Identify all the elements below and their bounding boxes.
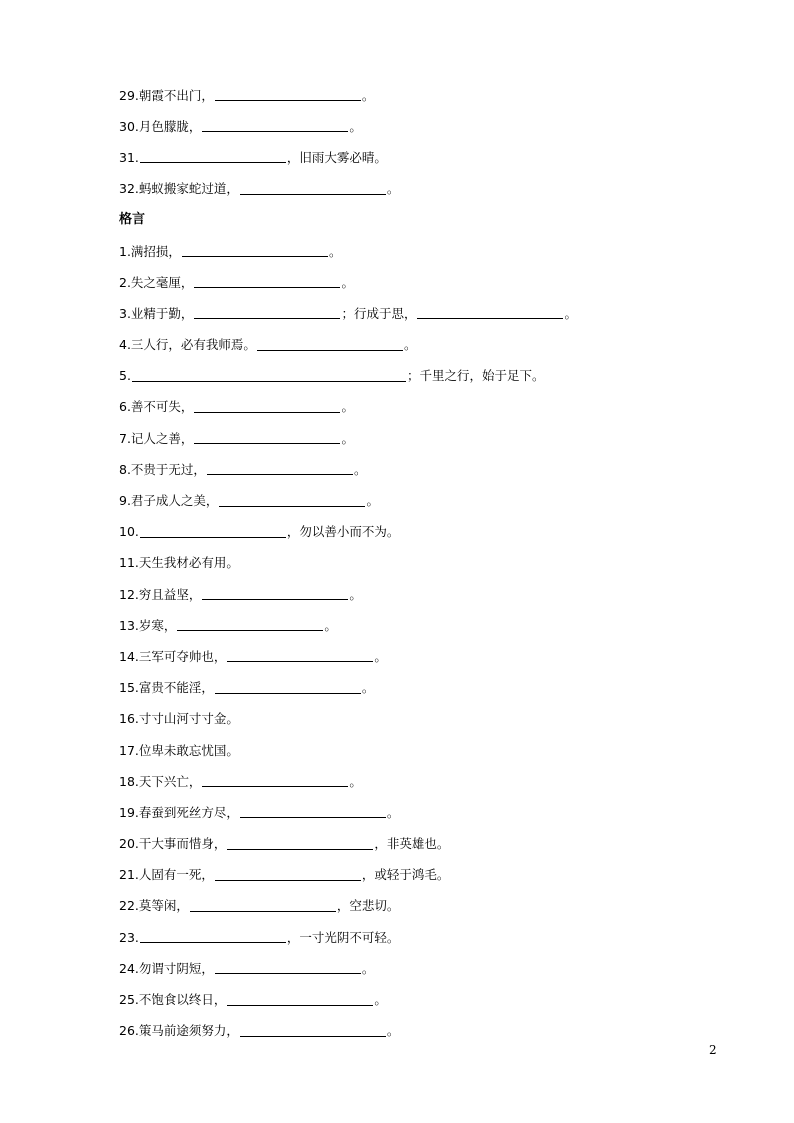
fill-in-item	[119, 236, 739, 267]
item-text: 22.莫等闲，	[119, 898, 189, 914]
answer-blank[interactable]	[207, 460, 353, 475]
fill-in-item	[119, 80, 739, 111]
fill-in-item	[119, 673, 739, 704]
fill-in-item	[119, 485, 739, 516]
item-text: 1.满招损，	[119, 243, 181, 259]
answer-blank[interactable]	[202, 117, 348, 132]
answer-blank[interactable]	[182, 242, 328, 257]
answer-blank[interactable]	[202, 585, 348, 600]
item-text: 。	[374, 992, 387, 1008]
item-text: 。	[386, 181, 400, 197]
item-text: 32.蚂蚁搬家蛇过道，	[119, 181, 239, 197]
item-text: 16.寸寸山河寸寸金。	[119, 711, 239, 727]
answer-blank[interactable]	[227, 991, 373, 1006]
item-text: 9.君子成人之美，	[119, 493, 219, 509]
answer-blank[interactable]	[215, 959, 361, 974]
fill-in-item	[119, 1016, 739, 1047]
fill-in-item	[119, 641, 739, 672]
item-text: 24.勿谓寸阴短，	[119, 960, 214, 976]
item-text: 。	[353, 461, 367, 477]
fill-in-item	[119, 735, 739, 766]
item-text: 23.	[119, 929, 139, 945]
answer-blank[interactable]	[219, 492, 365, 507]
fill-in-item	[119, 797, 739, 828]
answer-blank[interactable]	[140, 928, 286, 943]
fill-in-item	[119, 704, 739, 735]
item-text: 。	[341, 399, 354, 415]
answer-blank[interactable]	[240, 803, 386, 818]
page-number: 2	[709, 1043, 717, 1057]
item-text: 10.	[119, 524, 139, 540]
item-text: 25.不饱食以终日，	[119, 992, 227, 1008]
item-text: 2.失之毫厘，	[119, 274, 194, 290]
fill-in-item	[119, 579, 739, 610]
item-text: ，空悲切。	[336, 898, 400, 914]
item-text: ，勿以善小而不为。	[286, 524, 400, 540]
fill-in-item	[119, 174, 739, 205]
item-text: 14.三军可夺帅也，	[119, 648, 227, 664]
item-text: 。	[403, 337, 417, 353]
answer-blank[interactable]	[132, 367, 406, 382]
answer-blank[interactable]	[240, 1022, 386, 1037]
fill-in-item	[119, 829, 739, 860]
item-text: 20.干大事而惜身，	[119, 836, 227, 852]
item-text: 。	[349, 773, 362, 789]
item-text: 17.位卑未敢忘忧国。	[119, 742, 239, 758]
item-text: 4.三人行，必有我师焉。	[119, 337, 256, 353]
answer-blank[interactable]	[140, 523, 286, 538]
item-text: ，或轻于鸿毛。	[361, 867, 450, 883]
item-text: 。	[341, 274, 354, 290]
fill-in-item	[119, 111, 739, 142]
fill-in-item	[119, 298, 739, 329]
answer-blank[interactable]	[194, 398, 340, 413]
answer-blank[interactable]	[202, 772, 348, 787]
item-text: 。	[324, 617, 337, 633]
fill-in-item	[119, 142, 739, 173]
item-text: ，非英雄也。	[374, 836, 450, 852]
item-text: 30.月色朦胧，	[119, 118, 202, 134]
item-text: 。	[386, 804, 400, 820]
item-text: 。	[341, 430, 354, 446]
item-text: 7.记人之善，	[119, 430, 194, 446]
answer-blank[interactable]	[190, 897, 336, 912]
item-text: 5.	[119, 368, 131, 384]
item-text: 21.人固有一死，	[119, 867, 214, 883]
item-text: 19.春蚕到死丝方尽，	[119, 804, 239, 820]
item-text: 6.善不可失，	[119, 399, 194, 415]
item-text: 。	[328, 243, 342, 259]
fill-in-item	[119, 953, 739, 984]
answer-blank[interactable]	[257, 336, 403, 351]
item-text: 18.天下兴亡，	[119, 773, 202, 789]
item-text: 。	[361, 960, 375, 976]
item-text: 12.穷且益坚，	[119, 586, 202, 602]
item-text: ；行成于思，	[341, 305, 417, 321]
answer-blank[interactable]	[240, 180, 386, 195]
fill-in-item	[119, 517, 739, 548]
item-text: 。	[349, 118, 362, 134]
fill-in-item	[119, 766, 739, 797]
fill-in-item	[119, 454, 739, 485]
answer-blank[interactable]	[140, 148, 286, 163]
section-heading-text: 格言	[119, 212, 146, 228]
section-heading	[119, 205, 739, 236]
fill-in-item	[119, 330, 739, 361]
fill-in-item	[119, 548, 739, 579]
fill-in-item	[119, 860, 739, 891]
answer-blank[interactable]	[194, 429, 340, 444]
item-text: 31.	[119, 149, 139, 165]
item-text: 。	[366, 493, 379, 509]
fill-in-item	[119, 891, 739, 922]
document-body	[119, 80, 739, 1047]
fill-in-item	[119, 267, 739, 298]
answer-blank[interactable]	[215, 679, 361, 694]
item-text: 15.富贵不能淫，	[119, 680, 214, 696]
answer-blank[interactable]	[177, 616, 323, 631]
item-text: 3.业精于勤，	[119, 305, 194, 321]
item-text: 。	[374, 648, 387, 664]
item-text: ，一寸光阴不可轻。	[286, 929, 400, 945]
item-text: 。	[386, 1023, 400, 1039]
item-text: 26.策马前途须努力，	[119, 1023, 239, 1039]
item-text: 29.朝霞不出门，	[119, 87, 214, 103]
answer-blank[interactable]	[227, 835, 373, 850]
answer-blank[interactable]	[215, 86, 361, 101]
fill-in-item	[119, 984, 739, 1015]
answer-blank[interactable]	[194, 304, 340, 319]
item-text: 。	[564, 305, 577, 321]
fill-in-item	[119, 922, 739, 953]
answer-blank[interactable]	[215, 866, 361, 881]
item-text: 。	[361, 680, 375, 696]
fill-in-item	[119, 423, 739, 454]
answer-blank[interactable]	[194, 273, 340, 288]
answer-blank[interactable]	[227, 647, 373, 662]
item-text: 13.岁寒，	[119, 617, 177, 633]
fill-in-item	[119, 392, 739, 423]
item-text: 11.天生我材必有用。	[119, 555, 239, 571]
item-text: ；千里之行，始于足下。	[406, 368, 545, 384]
item-text: ，旧雨大雾必晴。	[286, 149, 387, 165]
fill-in-item	[119, 361, 739, 392]
item-text: 8.不贵于无过，	[119, 461, 206, 477]
item-text: 。	[361, 87, 375, 103]
answer-blank[interactable]	[417, 304, 563, 319]
item-text: 。	[349, 586, 362, 602]
fill-in-item	[119, 610, 739, 641]
